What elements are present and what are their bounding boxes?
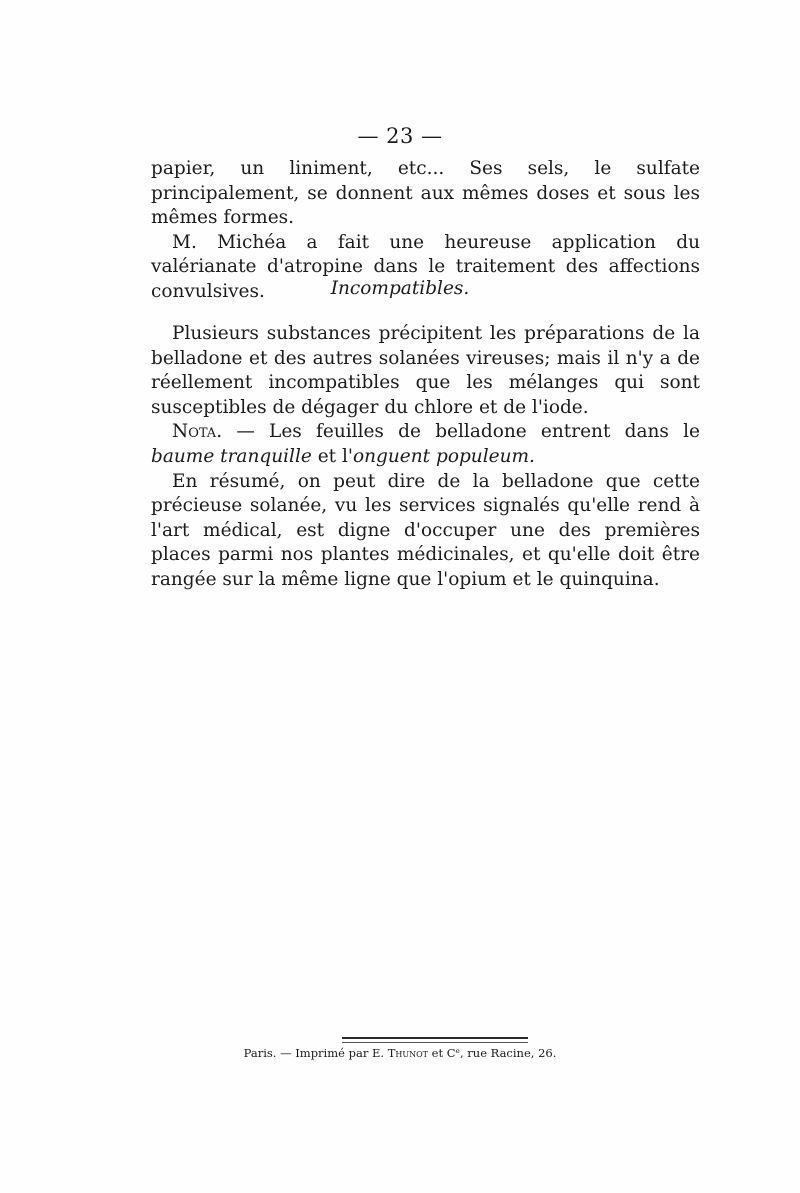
paragraph-nota — [151, 420, 700, 469]
paragraph-1: papier, un liniment, etc... Ses sels, le sulfate principalement, se donnent aux mêmes doses et sous les mêmes formes. — [151, 158, 700, 229]
paragraph-2: M. Michéa a fait une heureuse application du valérianate d'atropine dans le traitement des affections convulsives. — [151, 231, 700, 302]
paragraph-3: Plusieurs substances précipitent les préparations de la belladone et des autres solanées vireuses; mais il n'y a de réellement incompatibles que les mélanges qui sont susceptibles de dégager du chlore et de l'iode. — [151, 323, 700, 418]
page-number: — 23 — — [357, 124, 443, 148]
nota-italic-1: baume tranquille — [151, 445, 312, 467]
section-title: Incompatibles. — [330, 278, 470, 299]
printer-imprint — [0, 1046, 800, 1060]
paragraph-5: En résumé, on peut dire de la belladone que cette précieuse solanée, vu les services signalés qu'elle rend à l'art médical, est digne d'occuper une des premières places parmi nos plantes médicinales, et qu'elle doit être rangée sur la même ligne que l'opium et le quinquina. — [151, 470, 700, 590]
nota-italic-2: onguent populeum. — [353, 445, 535, 467]
imprint-printer: Thunot — [387, 1046, 428, 1060]
footer-rule — [342, 1037, 528, 1039]
footer-rule-thin — [342, 1042, 528, 1043]
nota-text-2: et l' — [311, 445, 353, 467]
imprint-part-2: et Cᵉ, rue Racine, 26. — [427, 1046, 557, 1060]
nota-label: Nota. — [172, 421, 223, 443]
imprint-part-1: Paris. — Imprimé par E. — [243, 1046, 388, 1060]
text-block-main — [151, 322, 700, 593]
nota-text-1: — Les feuilles de belladone entrent dans le — [222, 421, 700, 443]
